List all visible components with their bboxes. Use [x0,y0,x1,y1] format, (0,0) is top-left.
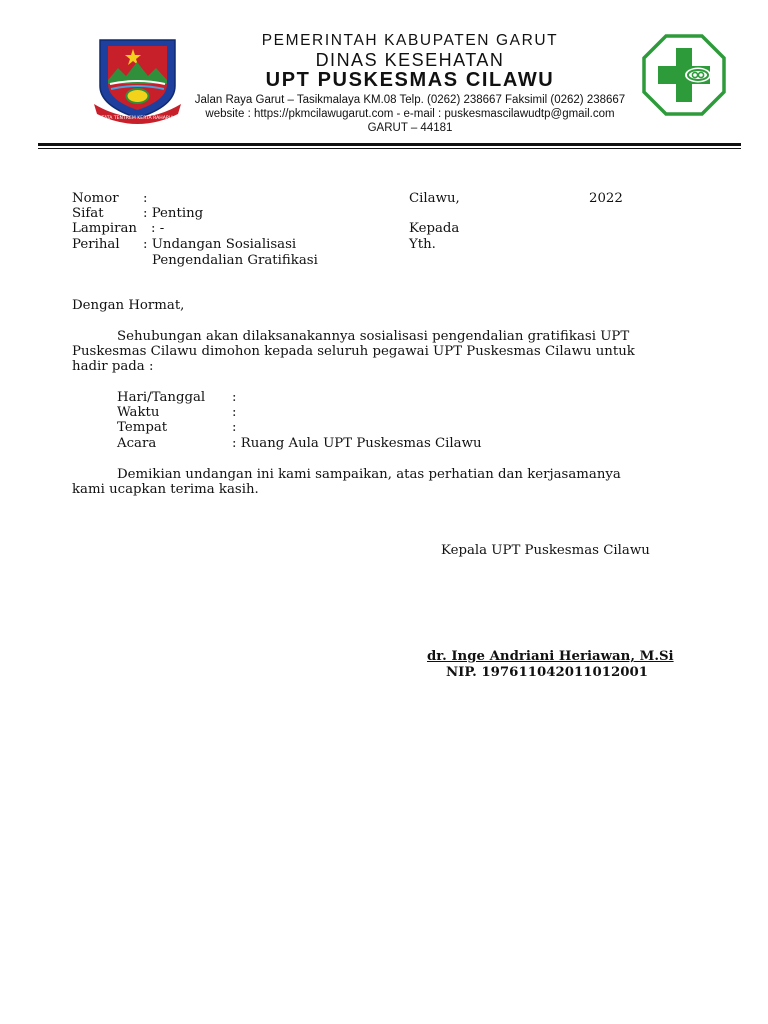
nomor-value: : [143,191,148,206]
paragraph-2-line-2: kami ucapkan terima kasih. [72,482,259,497]
letterhead-department: DINAS KESEHATAN [315,50,505,70]
letter-year: 2022 [589,191,623,206]
paragraph-2-line-1: Demikian undangan ini kami sampaikan, atas perhatian dan kerjasamanya [117,467,621,482]
perihal-label: Perihal [72,237,120,252]
paragraph-1-line-1: Sehubungan akan dilaksanakannya sosialisasi pengendalian gratifikasi UPT [117,329,630,344]
schedule-value-event: : Ruang Aula UPT Puskesmas Cilawu [232,436,482,451]
letterhead-address: Jalan Raya Garut – Tasikmalaya KM.08 Telp. (0262) 238667 Faksimil (0262) 238667 [194,94,626,106]
lampiran-value: : - [151,221,165,236]
nomor-label: Nomor [72,191,119,206]
sifat-label: Sifat [72,206,104,221]
signatory-nip: NIP. 197611042011012001 [446,665,648,680]
salutation: Dengan Hormat, [72,298,185,313]
letterhead-government: PEMERINTAH KABUPATEN GARUT [261,32,559,49]
perihal-value-line1: : Undangan Sosialisasi [143,237,297,252]
letterhead-institution: UPT PUSKESMAS CILAWU [265,69,555,91]
lampiran-label: Lampiran [72,221,137,236]
paragraph-1-line-3: hadir pada : [72,359,154,374]
schedule-label-date: Hari/Tanggal [117,390,206,405]
schedule-value-time: : [232,405,237,420]
letterhead-city: GARUT – 44181 [367,122,453,134]
header-divider-thick [38,143,741,146]
letterhead-website: website : https://pkmcilawugarut.com - e-mail : puskesmascilawudtp@gmail.com [205,108,615,120]
signatory-name: dr. Inge Andriani Heriawan, M.Si [427,649,674,664]
perihal-value-line2: Pengendalian Gratifikasi [152,253,318,268]
schedule-value-place: : [232,420,237,435]
schedule-label-event: Acara [117,436,157,451]
paragraph-1-line-2: Puskesmas Cilawu dimohon kepada seluruh pegawai UPT Puskesmas Cilawu untuk [72,344,635,359]
schedule-label-place: Tempat [117,420,168,435]
recipient-kepada: Kepada [409,221,460,236]
signatory-title: Kepala UPT Puskesmas Cilawu [441,543,650,558]
schedule-value-date: : [232,390,237,405]
seal-motto-text: TATA TENTREM KERTA RAHARJA [101,116,174,121]
header-divider-thin [38,148,741,149]
sifat-value: : Penting [143,206,204,221]
letter-place: Cilawu, [409,191,460,206]
recipient-yth: Yth. [409,237,436,252]
schedule-label-time: Waktu [117,405,160,420]
